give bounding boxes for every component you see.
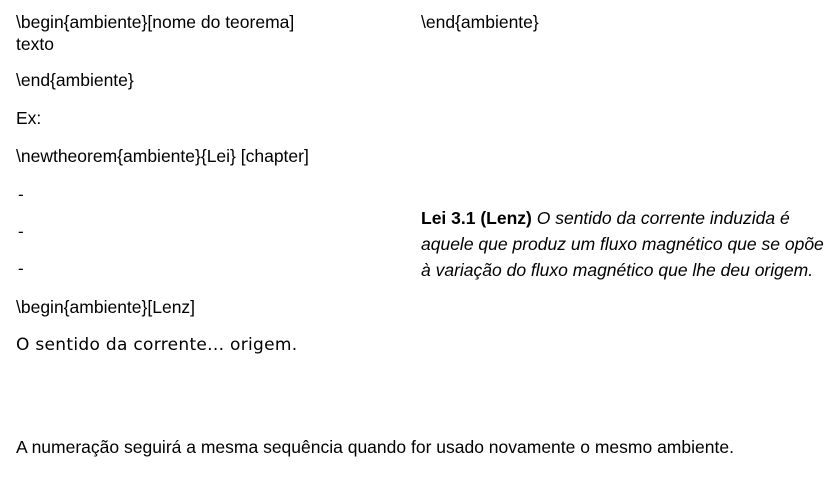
texto-line: texto <box>16 34 54 54</box>
theorem-heading: Lei 3.1 (Lenz) <box>421 208 532 228</box>
begin-lenz-line: \begin{ambiente}[Lenz] <box>16 297 196 317</box>
lenz-source-text: O sentido da corrente... origem. <box>16 335 298 355</box>
ellipsis-dot-2: - <box>18 222 24 241</box>
end-environment-line: \end{ambiente} <box>16 70 134 90</box>
newtheorem-line: \newtheorem{ambiente}{Lei} [chapter] <box>16 146 309 166</box>
example-label: Ex: <box>16 108 42 128</box>
end-environment-line-right: \end{ambiente} <box>421 12 539 32</box>
theorem-body: O sentido da corrente induzida é aquele que produz um fluxo magnético que se opõe à variação do fluxo magnético que lhe deu origem. <box>421 208 824 280</box>
ellipsis-dot-3: - <box>18 259 24 278</box>
ellipsis-dot-1: - <box>18 185 24 204</box>
numbering-note: A numeração seguirá a mesma sequência quando for usado novamente o mesmo ambiente. <box>16 437 734 457</box>
rendered-theorem <box>421 205 831 283</box>
begin-environment-line: \begin{ambiente}[nome do teorema] <box>16 12 295 32</box>
